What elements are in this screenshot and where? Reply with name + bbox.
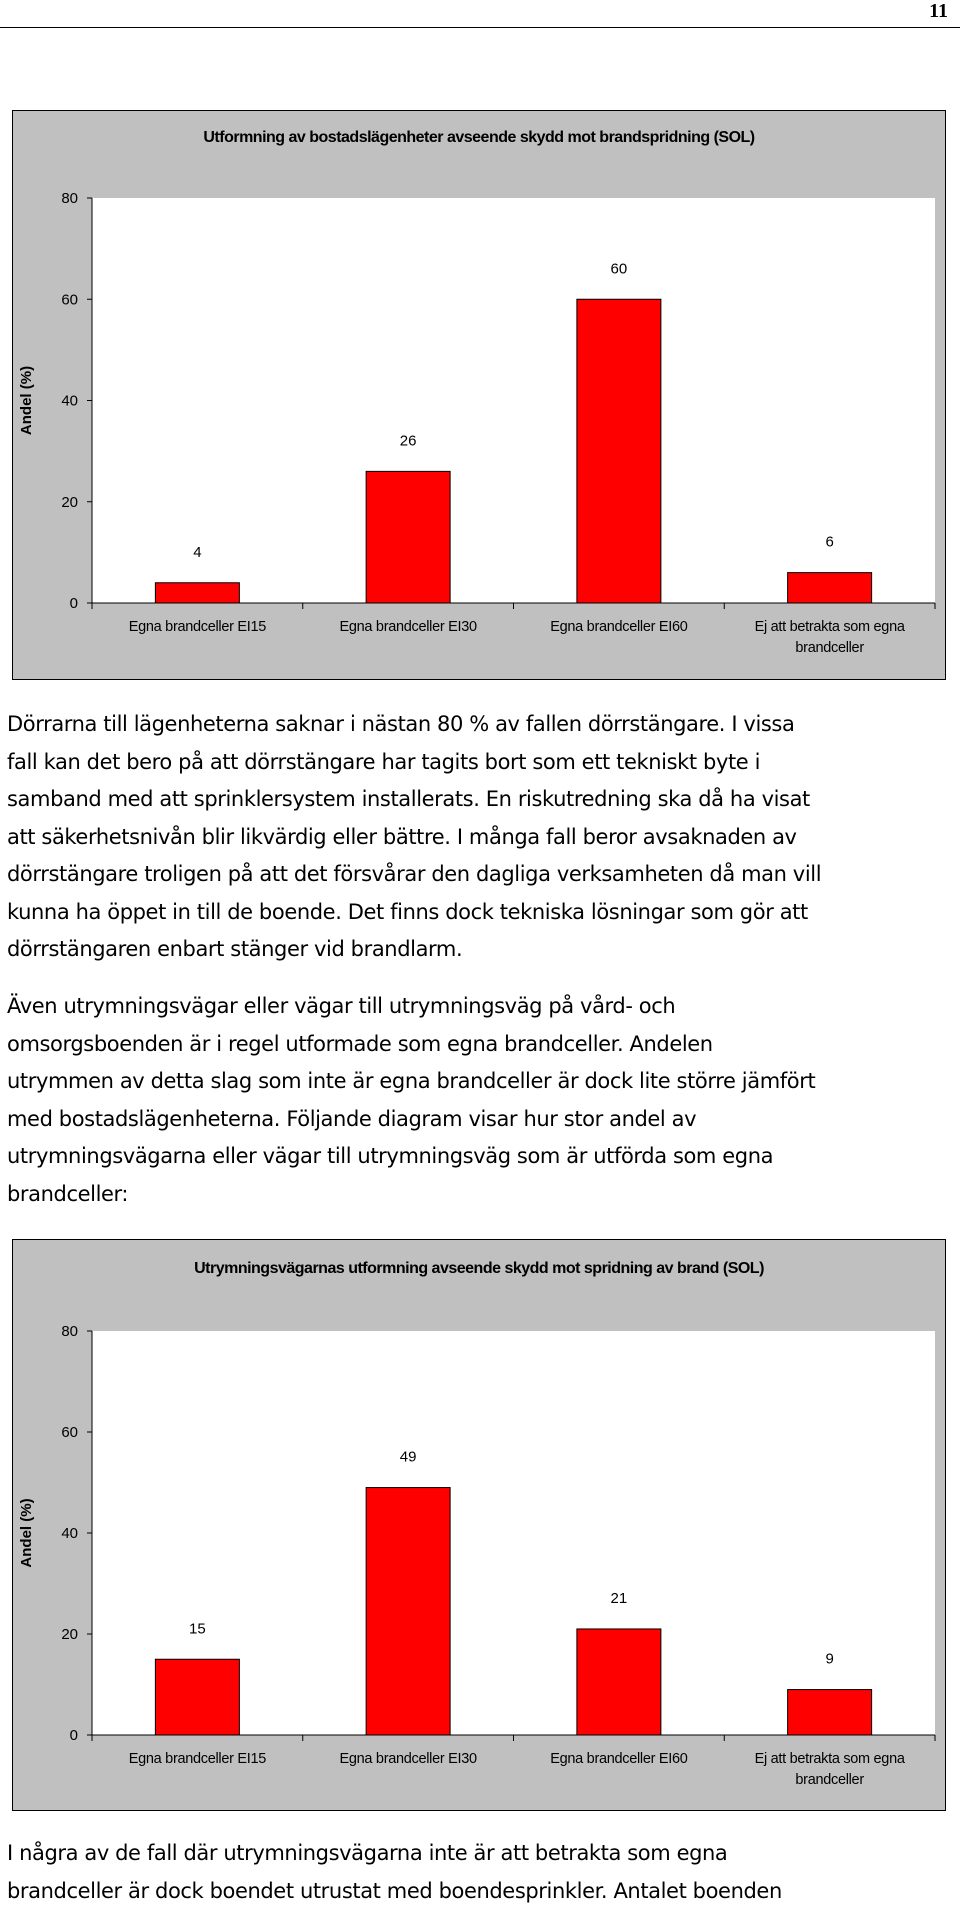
- paragraph-line: dörrstängare troligen på att det försvårar den dagliga verksamheten då man vill: [7, 862, 822, 886]
- y-tick-label: 20: [61, 1626, 78, 1643]
- y-tick-label: 0: [69, 1727, 78, 1744]
- header-rule: [0, 27, 960, 28]
- data-label: 26: [399, 432, 417, 450]
- chart-1: [12, 110, 946, 680]
- paragraph-sprinklers: [7, 1835, 947, 1910]
- x-tick-label: Egna brandceller EI15: [128, 1751, 266, 1767]
- bar: [366, 471, 450, 603]
- y-axis-title: Andel (%): [18, 1498, 35, 1568]
- plot-area: [92, 198, 935, 603]
- bar: [155, 583, 239, 603]
- bar: [366, 1488, 450, 1735]
- x-tick-label: Egna brandceller EI60: [550, 619, 688, 635]
- y-tick-label: 0: [69, 595, 78, 612]
- y-tick-label: 80: [61, 1323, 78, 1340]
- paragraph-line: utrymmen av detta slag som inte är egna brandceller är dock lite större jämfört: [7, 1069, 816, 1093]
- data-label: 21: [610, 1589, 628, 1607]
- chart-1-title: Utformning av bostadslägenheter avseende skydd mot brandspridning (SOL): [203, 129, 755, 146]
- y-axis-title: Andel (%): [18, 365, 35, 436]
- x-tick-label: Ej att betrakta som egna: [754, 619, 905, 635]
- bar: [155, 1659, 239, 1735]
- bar: [788, 573, 872, 603]
- y-tick-label: 80: [61, 190, 78, 207]
- page-number: 11: [929, 0, 948, 22]
- data-label: 15: [189, 1620, 206, 1638]
- y-tick-label: 20: [61, 493, 78, 511]
- y-tick-label: 40: [61, 392, 78, 410]
- chart-2: [12, 1239, 946, 1811]
- paragraph-line: I några av de fall där utrymningsvägarna inte är att betrakta som egna: [7, 1841, 728, 1865]
- paragraph-line: att säkerhetsnivån blir likvärdig eller bättre. I många fall beror avsaknaden av: [7, 824, 797, 849]
- paragraph-door-closers: [7, 706, 947, 969]
- paragraph-line: med bostadslägenheterna. Följande diagram visar hur stor andel av: [7, 1106, 697, 1131]
- bar: [577, 299, 661, 603]
- x-tick-label: brandceller: [795, 640, 864, 656]
- y-tick-label: 60: [61, 1424, 78, 1441]
- chart-2-plot: [13, 1240, 945, 1810]
- x-tick-label: Ej att betrakta som egna: [754, 1751, 905, 1767]
- x-tick-label: Egna brandceller EI60: [550, 1751, 688, 1767]
- paragraph-line: brandceller:: [7, 1181, 129, 1206]
- paragraph-line: kunna ha öppet in till de boende. Det finns dock tekniska lösningar som gör att: [7, 899, 808, 924]
- data-label: 60: [610, 260, 628, 278]
- x-tick-label: Egna brandceller EI15: [128, 619, 266, 635]
- paragraph-line: utrymningsvägarna eller vägar till utrymningsväg som är utförda som egna: [7, 1144, 774, 1168]
- bar: [577, 1629, 661, 1735]
- data-label: 4: [193, 543, 202, 561]
- chart-2-title: Utrymningsvägarnas utformning avseende skydd mot spridning av brand (SOL): [194, 1260, 764, 1277]
- x-tick-label: Egna brandceller EI30: [339, 1751, 477, 1767]
- x-tick-label: Egna brandceller EI30: [339, 619, 477, 635]
- paragraph-line: omsorgsboenden är i regel utformade som egna brandceller. Andelen: [7, 1031, 713, 1056]
- paragraph-line: dörrstängaren enbart stänger vid brandlarm.: [7, 937, 463, 961]
- data-label: 49: [399, 1448, 417, 1466]
- x-tick-label: brandceller: [795, 1772, 864, 1788]
- paragraph-line: fall kan det bero på att dörrstängare har tagits bort som ett tekniskt byte i: [7, 749, 761, 774]
- paragraph-line: brandceller är dock boendet utrustat med boendesprinkler. Antalet boenden: [7, 1878, 782, 1903]
- data-label: 9: [825, 1650, 834, 1668]
- y-tick-label: 40: [61, 1525, 78, 1542]
- chart-1-plot: [13, 111, 945, 679]
- y-tick-label: 60: [61, 291, 78, 309]
- bar: [788, 1690, 872, 1735]
- data-label: 6: [825, 533, 834, 551]
- paragraph-line: samband med att sprinklersystem installerats. En riskutredning ska då ha visat: [7, 787, 810, 811]
- paragraph-escape-routes: [7, 988, 947, 1213]
- paragraph-line: Dörrarna till lägenheterna saknar i nästan 80 % av fallen dörrstängare. I vissa: [7, 712, 795, 736]
- paragraph-line: Även utrymningsvägar eller vägar till utrymningsväg på vård- och: [7, 994, 676, 1018]
